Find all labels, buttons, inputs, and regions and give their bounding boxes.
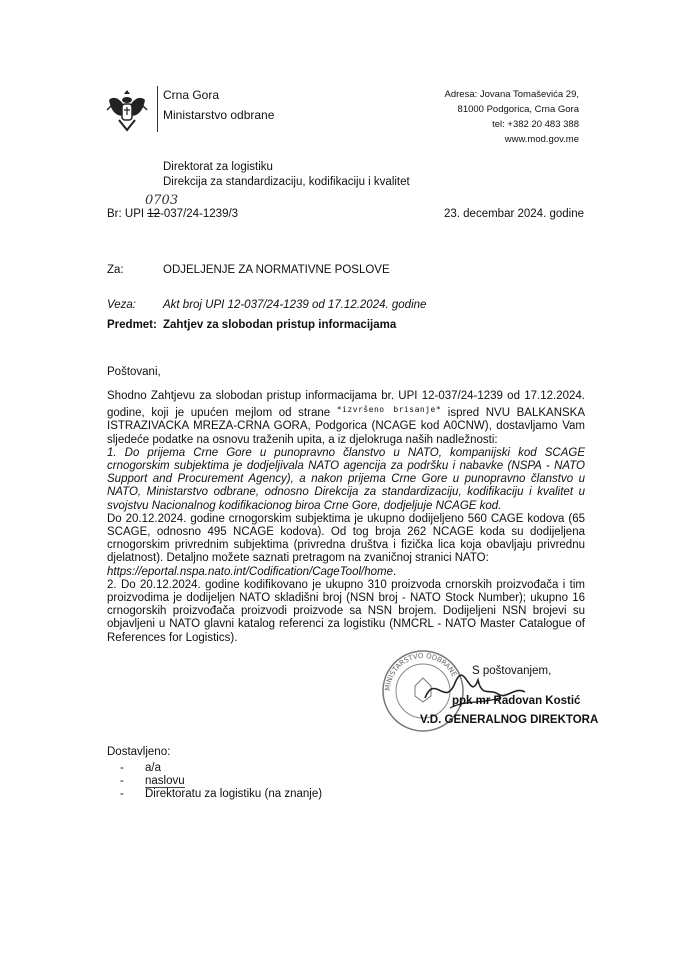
directorate-name: Direktorat za logistiku (163, 161, 273, 173)
list-item: - a/a (120, 762, 322, 775)
link-value: Akt broj UPI 12-037/24-1239 od 17.12.2024. godine (163, 299, 427, 311)
intro-paragraph (107, 390, 585, 447)
header-divider (157, 86, 158, 132)
website-link[interactable]: www.mod.gov.me (504, 134, 579, 145)
url-end: . (392, 565, 397, 578)
city-line: 81000 Podgorica, Crna Gora (457, 104, 579, 115)
reference-rest: -037/24-1239/3 (160, 208, 239, 220)
item-2: 2. Do 20.12.2024. godine kodifikovano je ukupno 310 proizvoda crnorskih proizvođača i tim proizvodima je dodijeljen NATO skladišni broj (NSN broj - NATO Stock Number); ukupno 16 crnogorskih proizvođača proizvodi proizvode sa NSN brojem. Dodijeljeni NSN brojevi su objavljeni u NATO glavni katalog referenci za logistiku (NMCRL - NATO Master Catalogue of References for Logistics). (107, 578, 585, 644)
list-item-text: naslovu (145, 775, 185, 787)
distribution-list (120, 762, 322, 801)
link-label: Veza: (107, 299, 136, 311)
address-line: Adresa: Jovana Tomaševića 29, (444, 89, 579, 100)
url-line (107, 566, 585, 579)
reference-prefix: Br: UPI (107, 208, 148, 220)
subject-value: Zahtjev za slobodan pristup informacijama (163, 319, 397, 331)
phone-line: tel: +382 20 483 388 (492, 119, 579, 130)
letter-body (107, 390, 585, 645)
item-1-details: Do 20.12.2024. godine crnogorskim subjektima je ukupno dodijeljeno 560 CAGE kodova (65 SCAGE, odnosno 495 NCAGE kodova). Od tog broja 262 NCAGE koda su dodijeljena crnogorskim privrednim subjektima (privredna društva i fizička lica koja obavljaju privrednu djelatnost). Detaljno možete saznati pretragom na zvaničnoj stranici NATO: (107, 512, 585, 565)
coat-of-arms-icon (103, 86, 151, 134)
item-1: 1. Do prijema Crne Gore u punopravno članstvo u NATO, kompanijski kod SCAGE crnogorskim subjektima je dodjeljivala NATO agencija za podršku i nabavke (NSPA - NATO Support and Procurement Agency), a nakon prijema Crne Gore u punopravno članstvo u NATO, Ministarstvo odbrane, odnosno Direkcija za standardizaciju, kodifikaciju i kvalitet u svojstvu Nacionalnog kodifikacionog biroa Crne Gore, dodjeljuje NCAGE kod. (107, 446, 585, 512)
stamp-text: MINISTARSTVO ODBRANE (383, 651, 459, 692)
department-block (163, 160, 410, 190)
country-name: Crna Gora (163, 88, 220, 102)
to-value: ODJELJENJE ZA NORMATIVNE POSLOVE (163, 264, 390, 276)
list-item: - Direktoratu za logistiku (na znanje) (120, 788, 322, 801)
subject-label: Predmet: (107, 319, 157, 331)
division-name: Direkcija za standardizaciju, kodifikaciju i kvalitet (163, 176, 410, 188)
list-item (120, 775, 322, 788)
signer-title: V.D. GENERALNOG DIREKTORA (420, 714, 599, 726)
intro-text-a: Shodno Zahtjevu za slobodan pristup informacijama br. UPI 12-037/24-1239 od 17.12.2024. godine, koji je upućen mejlom od strane (107, 390, 585, 420)
to-label: Za: (107, 264, 124, 276)
reference-struck: 12 (147, 208, 161, 220)
contact-block (445, 87, 579, 147)
redaction-mark: *izvršeno brisanje* (336, 405, 442, 415)
nato-url-link[interactable]: https://eportal.nspa.nato.int/Codification/CageTool/home (107, 565, 393, 578)
signer-name: ppk mr Radovan Kostić (452, 695, 581, 707)
handwritten-number: 0703 (145, 193, 179, 208)
greeting: Poštovani, (107, 366, 161, 378)
reference-number (107, 208, 238, 220)
ministry-name: Ministarstvo odbrane (163, 108, 275, 122)
closing-phrase: S poštovanjem, (472, 665, 552, 677)
document-date: 23. decembar 2024. godine (443, 208, 584, 220)
distribution-label: Dostavljeno: (107, 746, 171, 758)
intro-text-b: ispred NVU BALKANSKA ISTRAZIVACKA MREZA-CRNA GORA, Podgorica (NCAGE kod A0CNW), dostavljamo Vam sljedeće podatke na osnovu traženih upita, a iz djelokruga naših nadležnosti: (107, 407, 586, 446)
